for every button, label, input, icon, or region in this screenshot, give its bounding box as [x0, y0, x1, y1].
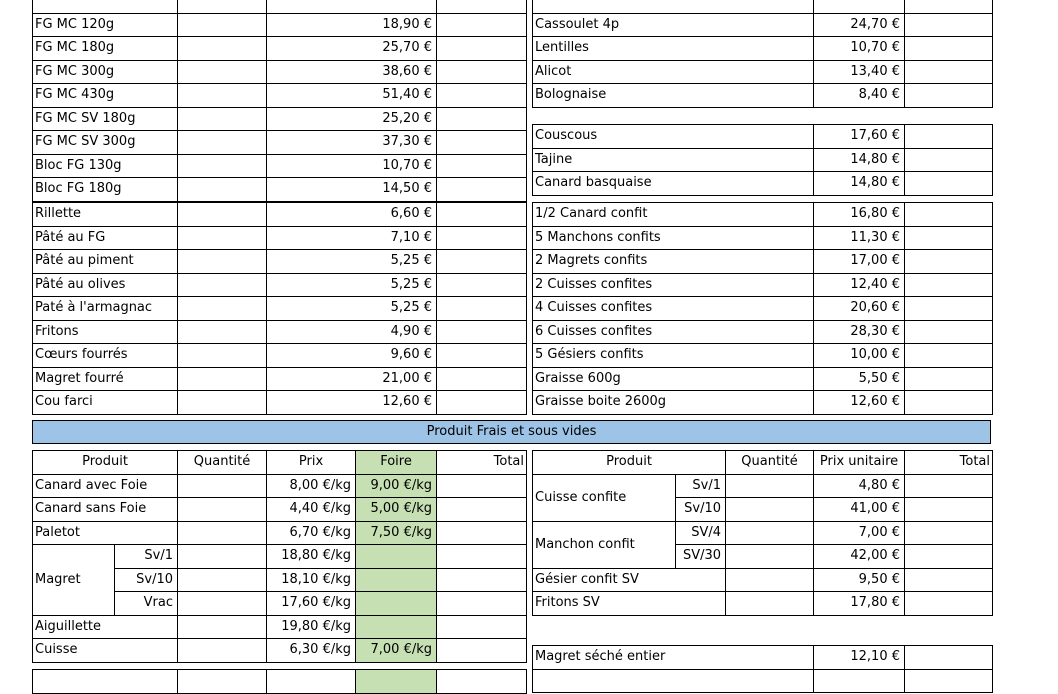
- table-row: [33, 615, 527, 639]
- table-row: [33, 367, 527, 391]
- quantity-cell[interactable]: [178, 226, 267, 250]
- table-row: [533, 226, 993, 250]
- total-cell: [905, 498, 993, 522]
- product-name: Cassoulet 4p: [533, 13, 814, 37]
- header-quantite: Quantité: [178, 451, 267, 475]
- pates-table: [32, 202, 527, 415]
- product-name: 5 Manchons confits: [533, 226, 814, 250]
- price-cell: 10,70 €: [267, 154, 437, 178]
- quantity-cell[interactable]: [178, 568, 267, 592]
- table-row: [533, 60, 993, 84]
- quantity-cell[interactable]: [726, 592, 814, 616]
- total-cell: [437, 367, 527, 391]
- total-cell: [905, 125, 993, 149]
- variant-label: Sv/1: [676, 474, 726, 498]
- plats-table-2: [532, 124, 993, 196]
- product-name: Pâté au piment: [33, 250, 178, 274]
- table-row: [533, 669, 993, 693]
- table-row: [33, 178, 527, 202]
- product-name: FG MC 430g: [33, 84, 178, 108]
- total-cell: [437, 250, 527, 274]
- price-cell: 42,00 €: [814, 545, 905, 569]
- price-cell: 18,10 €/kg: [267, 568, 356, 592]
- total-cell: [437, 226, 527, 250]
- price-cell: 13,40 €: [814, 60, 905, 84]
- total-cell: [437, 568, 527, 592]
- table-row: [33, 154, 527, 178]
- plats-rows-2: [533, 125, 993, 196]
- foire-price-cell: [356, 545, 437, 569]
- table-row: [533, 273, 993, 297]
- foire-price-cell: [356, 568, 437, 592]
- table-row: [533, 367, 993, 391]
- table-row: [33, 320, 527, 344]
- product-name: Aiguillette: [33, 615, 178, 639]
- table-row: [33, 498, 527, 522]
- price-cell: 7,10 €: [267, 226, 437, 250]
- total-cell: [437, 273, 527, 297]
- product-name: FG MC SV 180g: [33, 107, 178, 131]
- table-row: [33, 639, 527, 663]
- price-cell: 12,60 €: [814, 391, 905, 415]
- table-row: [33, 391, 527, 415]
- product-name: FG MC 120g: [33, 13, 178, 37]
- foie-gras-table: [32, 0, 527, 202]
- foire-price-cell: [356, 615, 437, 639]
- total-cell: [905, 84, 993, 108]
- header-produit: Produit: [33, 451, 178, 475]
- variant-label: SV/4: [676, 521, 726, 545]
- price-cell: 10,00 €: [814, 344, 905, 368]
- total-cell: [905, 60, 993, 84]
- price-cell: 7,00 €: [814, 521, 905, 545]
- product-name: Cuisse confite: [533, 474, 676, 521]
- product-name: [533, 0, 814, 13]
- product-name: 5 Gésiers confits: [533, 344, 814, 368]
- price-cell: 5,50 €: [814, 367, 905, 391]
- product-name: Rillette: [33, 203, 178, 227]
- table-row: [33, 344, 527, 368]
- total-cell: [437, 474, 527, 498]
- quantity-cell[interactable]: [178, 0, 267, 13]
- table-row: [533, 344, 993, 368]
- total-cell: [905, 568, 993, 592]
- price-cell: 9,60 €: [267, 344, 437, 368]
- table-row: [533, 84, 993, 108]
- quantity-cell[interactable]: [178, 545, 267, 569]
- price-cell: 17,60 €: [814, 125, 905, 149]
- product-name: 2 Magrets confits: [533, 250, 814, 274]
- table-row: [33, 131, 527, 155]
- total-cell: [437, 0, 527, 13]
- total-cell: [437, 320, 527, 344]
- price-cell: 10,70 €: [814, 37, 905, 61]
- price-cell: 5,25 €: [267, 297, 437, 321]
- table-row: [533, 568, 993, 592]
- total-cell: [437, 297, 527, 321]
- table-row: [33, 107, 527, 131]
- price-cell: 6,70 €/kg: [267, 521, 356, 545]
- confits-rows: [533, 203, 993, 415]
- total-cell: [905, 297, 993, 321]
- fresh-left-table: [32, 450, 527, 663]
- total-cell: [905, 344, 993, 368]
- product-name: Cou farci: [33, 391, 178, 415]
- price-cell: 21,00 €: [267, 367, 437, 391]
- variant-label: Sv/10: [115, 568, 178, 592]
- price-cell: 12,60 €: [267, 391, 437, 415]
- product-name: Paletot: [33, 521, 178, 545]
- product-name: Fritons: [33, 320, 178, 344]
- price-cell: [814, 0, 905, 13]
- product-name: Lentilles: [533, 37, 814, 61]
- total-cell: [905, 320, 993, 344]
- fresh-right-table: [532, 450, 993, 616]
- total-cell: [905, 521, 993, 545]
- table-row: [533, 0, 993, 13]
- total-cell: [905, 367, 993, 391]
- price-cell: 4,90 €: [267, 320, 437, 344]
- price-cell: 5,25 €: [267, 250, 437, 274]
- product-name: Manchon confit: [533, 521, 676, 568]
- total-cell: [905, 0, 993, 13]
- table-row: [533, 391, 993, 415]
- product-name: Graisse boite 2600g: [533, 391, 814, 415]
- total-cell: [905, 37, 993, 61]
- fresh-right-table-2: [532, 645, 993, 693]
- total-cell: [905, 148, 993, 172]
- total-cell: [905, 474, 993, 498]
- foire-price-cell: 9,00 €/kg: [356, 474, 437, 498]
- product-name: 4 Cuisses confites: [533, 297, 814, 321]
- product-name: 1/2 Canard confit: [533, 203, 814, 227]
- header-total: Total: [905, 451, 993, 475]
- table-row: [33, 250, 527, 274]
- product-name: Couscous: [533, 125, 814, 149]
- fresh-right-header: [533, 451, 993, 475]
- quantity-cell[interactable]: [178, 203, 267, 227]
- product-name: Magret: [33, 545, 115, 616]
- table-row: [33, 474, 527, 498]
- price-cell: [814, 669, 905, 693]
- fresh-left-cut-row: [32, 669, 527, 694]
- price-cell: 12,10 €: [814, 646, 905, 670]
- price-cell: 41,00 €: [814, 498, 905, 522]
- foire-price-cell: [356, 670, 437, 694]
- quantity-cell[interactable]: [178, 615, 267, 639]
- price-cell: 18,80 €/kg: [267, 545, 356, 569]
- table-row: [33, 297, 527, 321]
- price-cell: 9,50 €: [814, 568, 905, 592]
- table-row: [33, 273, 527, 297]
- product-name: [33, 670, 178, 694]
- table-row: [33, 60, 527, 84]
- price-cell: 24,70 €: [814, 13, 905, 37]
- product-name: Bloc FG 180g: [33, 178, 178, 202]
- quantity-cell[interactable]: [178, 521, 267, 545]
- price-cell: [267, 0, 437, 13]
- price-cell: 5,25 €: [267, 273, 437, 297]
- price-cell: 6,30 €/kg: [267, 639, 356, 663]
- quantity-cell[interactable]: [178, 154, 267, 178]
- quantity-cell[interactable]: [726, 498, 814, 522]
- total-cell: [905, 172, 993, 196]
- total-cell: [437, 178, 527, 202]
- quantity-cell[interactable]: [178, 344, 267, 368]
- price-cell: 6,60 €: [267, 203, 437, 227]
- product-name: Pâté au olives: [33, 273, 178, 297]
- product-name: [33, 0, 178, 13]
- variant-label: Sv/10: [676, 498, 726, 522]
- total-cell: [437, 498, 527, 522]
- product-name: Canard avec Foie: [33, 474, 178, 498]
- quantity-cell[interactable]: [726, 474, 814, 498]
- price-cell: 4,40 €/kg: [267, 498, 356, 522]
- table-row: [533, 250, 993, 274]
- total-cell: [437, 615, 527, 639]
- total-cell: [437, 84, 527, 108]
- quantity-cell[interactable]: [178, 250, 267, 274]
- product-name: Cuisse: [33, 639, 178, 663]
- total-cell: [437, 521, 527, 545]
- product-name: 2 Cuisses confites: [533, 273, 814, 297]
- total-cell: [905, 226, 993, 250]
- product-name: Cœurs fourrés: [33, 344, 178, 368]
- section-banner: Produit Frais et sous vides: [32, 420, 991, 444]
- product-name: Magret séché entier: [533, 646, 814, 670]
- product-name: Canard basquaise: [533, 172, 814, 196]
- price-cell: 38,60 €: [267, 60, 437, 84]
- price-cell: 17,00 €: [814, 250, 905, 274]
- quantity-cell[interactable]: [178, 670, 267, 694]
- price-cell: 8,40 €: [814, 84, 905, 108]
- table-row: [33, 226, 527, 250]
- table-row: [33, 13, 527, 37]
- table-row: [533, 474, 993, 498]
- total-cell: [437, 670, 527, 694]
- header-foire: Foire: [356, 451, 437, 475]
- header-total: Total: [437, 451, 527, 475]
- total-cell: [437, 107, 527, 131]
- total-cell: [437, 344, 527, 368]
- product-name: [533, 669, 814, 693]
- header-produit: Produit: [533, 451, 726, 475]
- price-cell: 25,70 €: [267, 37, 437, 61]
- header-prix: Prix: [267, 451, 356, 475]
- table-row: [533, 592, 993, 616]
- price-cell: 20,60 €: [814, 297, 905, 321]
- total-cell: [905, 250, 993, 274]
- quantity-cell[interactable]: [726, 545, 814, 569]
- table-row: [533, 320, 993, 344]
- total-cell: [905, 669, 993, 693]
- table-row: [33, 203, 527, 227]
- product-name: Pâté au FG: [33, 226, 178, 250]
- product-name: Canard sans Foie: [33, 498, 178, 522]
- product-name: Magret fourré: [33, 367, 178, 391]
- price-cell: 11,30 €: [814, 226, 905, 250]
- total-cell: [905, 203, 993, 227]
- total-cell: [905, 391, 993, 415]
- total-cell: [437, 203, 527, 227]
- quantity-cell[interactable]: [178, 592, 267, 616]
- price-cell: 19,80 €/kg: [267, 615, 356, 639]
- product-name: FG MC 300g: [33, 60, 178, 84]
- quantity-cell[interactable]: [178, 178, 267, 202]
- quantity-cell[interactable]: [178, 107, 267, 131]
- table-row: [533, 172, 993, 196]
- table-row: [33, 521, 527, 545]
- price-cell: 28,30 €: [814, 320, 905, 344]
- total-cell: [905, 13, 993, 37]
- quantity-cell[interactable]: [178, 297, 267, 321]
- total-cell: [437, 131, 527, 155]
- foire-price-cell: 7,50 €/kg: [356, 521, 437, 545]
- product-name: Alicot: [533, 60, 814, 84]
- price-cell: 12,40 €: [814, 273, 905, 297]
- table-row: [33, 37, 527, 61]
- total-cell: [905, 545, 993, 569]
- quantity-cell[interactable]: [178, 639, 267, 663]
- variant-label: Sv/1: [115, 545, 178, 569]
- foie-gras-rows: [33, 0, 527, 201]
- quantity-cell[interactable]: [178, 320, 267, 344]
- price-cell: [267, 670, 356, 694]
- product-name: Tajine: [533, 148, 814, 172]
- total-cell: [437, 391, 527, 415]
- variant-label: SV/30: [676, 545, 726, 569]
- table-row: [533, 125, 993, 149]
- total-cell: [905, 273, 993, 297]
- quantity-cell[interactable]: [178, 367, 267, 391]
- total-cell: [437, 37, 527, 61]
- plats-table-1: [532, 0, 993, 108]
- quantity-cell[interactable]: [178, 60, 267, 84]
- price-cell: 14,80 €: [814, 148, 905, 172]
- table-row: [33, 0, 527, 13]
- quantity-cell[interactable]: [178, 474, 267, 498]
- total-cell: [437, 639, 527, 663]
- table-row: [33, 545, 527, 569]
- total-cell: [437, 154, 527, 178]
- product-name: Paté à l'armagnac: [33, 297, 178, 321]
- price-cell: 16,80 €: [814, 203, 905, 227]
- quantity-cell[interactable]: [178, 273, 267, 297]
- total-cell: [905, 646, 993, 670]
- fresh-left-header: [33, 451, 527, 475]
- table-row: [533, 297, 993, 321]
- total-cell: [437, 60, 527, 84]
- quantity-cell[interactable]: [726, 568, 814, 592]
- price-cell: 14,80 €: [814, 172, 905, 196]
- table-row: [533, 37, 993, 61]
- price-cell: 17,60 €/kg: [267, 592, 356, 616]
- confits-table: [532, 202, 993, 415]
- table-row: [533, 646, 993, 670]
- quantity-cell[interactable]: [178, 84, 267, 108]
- price-cell: 8,00 €/kg: [267, 474, 356, 498]
- price-cell: 51,40 €: [267, 84, 437, 108]
- table-row: [33, 84, 527, 108]
- total-cell: [437, 592, 527, 616]
- product-name: Fritons SV: [533, 592, 726, 616]
- product-name: 6 Cuisses confites: [533, 320, 814, 344]
- table-row: [33, 670, 527, 694]
- product-name: FG MC 180g: [33, 37, 178, 61]
- product-name: FG MC SV 300g: [33, 131, 178, 155]
- price-cell: 17,80 €: [814, 592, 905, 616]
- total-cell: [437, 13, 527, 37]
- quantity-cell[interactable]: [726, 521, 814, 545]
- quantity-cell[interactable]: [178, 131, 267, 155]
- pates-rows: [33, 203, 527, 415]
- quantity-cell[interactable]: [178, 37, 267, 61]
- quantity-cell[interactable]: [178, 498, 267, 522]
- price-cell: 37,30 €: [267, 131, 437, 155]
- total-cell: [905, 592, 993, 616]
- total-cell: [437, 545, 527, 569]
- price-cell: 25,20 €: [267, 107, 437, 131]
- product-name: Bolognaise: [533, 84, 814, 108]
- foire-price-cell: [356, 592, 437, 616]
- table-row: [533, 13, 993, 37]
- product-name: Bloc FG 130g: [33, 154, 178, 178]
- foire-price-cell: 7,00 €/kg: [356, 639, 437, 663]
- foire-price-cell: 5,00 €/kg: [356, 498, 437, 522]
- table-row: [533, 148, 993, 172]
- table-row: [533, 203, 993, 227]
- header-prix-unitaire: Prix unitaire: [814, 451, 905, 475]
- quantity-cell[interactable]: [178, 13, 267, 37]
- table-row: [533, 521, 993, 545]
- product-name: Graisse 600g: [533, 367, 814, 391]
- price-cell: 18,90 €: [267, 13, 437, 37]
- price-cell: 14,50 €: [267, 178, 437, 202]
- variant-label: Vrac: [115, 592, 178, 616]
- quantity-cell[interactable]: [178, 391, 267, 415]
- header-quantite: Quantité: [726, 451, 814, 475]
- plats-rows-1: [533, 0, 993, 107]
- product-name: Gésier confit SV: [533, 568, 726, 592]
- price-cell: 4,80 €: [814, 474, 905, 498]
